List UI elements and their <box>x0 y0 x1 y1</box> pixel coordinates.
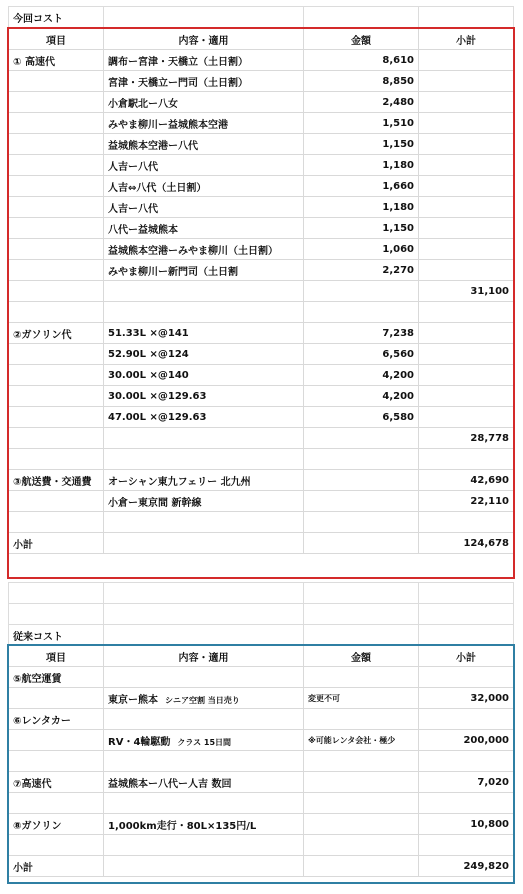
table-row <box>9 709 514 730</box>
ferry-label: ③航送費・交通費 <box>9 470 104 491</box>
content-cell: 人吉ー八代 <box>104 197 304 218</box>
current-total: 124,678 <box>419 533 514 554</box>
table-row <box>9 491 514 512</box>
amount-cell: 7,238 <box>304 323 419 344</box>
table-row <box>9 260 514 281</box>
content-cell: 人吉ー八代 <box>104 155 304 176</box>
content-cell <box>104 730 304 751</box>
air-label: ⑤航空運賃 <box>9 667 104 688</box>
col-header-item: 項目 <box>9 646 104 667</box>
content-cell: 益城熊本空港ー八代 <box>104 134 304 155</box>
table-row <box>9 176 514 197</box>
highway-label: ① 高速代 <box>9 50 104 71</box>
gas-label: ②ガソリン代 <box>9 323 104 344</box>
current-title-row <box>9 7 514 28</box>
table-row <box>9 772 514 793</box>
content-cell: みやま柳川ー新門司（土日割 <box>104 260 304 281</box>
ferry-subtotal: 42,690 <box>419 470 514 491</box>
amount-cell: 4,200 <box>304 386 419 407</box>
col-header-amount: 金額 <box>304 29 419 50</box>
content-cell: 52.90L ×@124 <box>104 344 304 365</box>
content-cell: 小倉ー東京間 新幹線 <box>104 491 304 512</box>
previous-total: 249,820 <box>419 856 514 877</box>
content-cell: 小倉駅北ー八女 <box>104 92 304 113</box>
table-row <box>9 134 514 155</box>
col-header-subtotal: 小計 <box>419 29 514 50</box>
table-row <box>9 50 514 71</box>
table-row <box>9 835 514 856</box>
content-cell <box>104 688 304 709</box>
previous-total-row <box>9 856 514 877</box>
prev-highway-subtotal: 7,020 <box>419 772 514 793</box>
content-cell: 調布ー宮津・天橋立（土日割） <box>104 50 304 71</box>
current-cost-table <box>8 28 514 554</box>
prev-gas-label: ⑧ガソリン <box>9 814 104 835</box>
table-row <box>9 365 514 386</box>
amount-cell: 2,480 <box>304 92 419 113</box>
table-row <box>9 449 514 470</box>
content-cell: 人吉⇔八代（土日割） <box>104 176 304 197</box>
table-row <box>9 751 514 772</box>
amount-cell: 6,580 <box>304 407 419 428</box>
previous-cost-title: 従来コスト <box>9 625 104 646</box>
air-amount-note: 変更不可 <box>304 688 419 709</box>
table-row <box>9 667 514 688</box>
rental-sub: クラス 15日間 <box>177 737 232 747</box>
col-header-item: 項目 <box>9 29 104 50</box>
table-row <box>9 688 514 709</box>
content-cell: オーシャン東九フェリー 北九州 <box>104 470 304 491</box>
amount-cell: 2,270 <box>304 260 419 281</box>
rental-amount-note: ※可能レンタ会社・極少 <box>304 730 419 751</box>
content-cell: みやま柳川ー益城熊本空港 <box>104 113 304 134</box>
content-cell: 1,000km走行・80L×135円/L <box>104 814 304 835</box>
air-subtotal: 32,000 <box>419 688 514 709</box>
content-cell: 八代ー益城熊本 <box>104 218 304 239</box>
previous-title-row <box>9 625 514 646</box>
content-cell: 益城熊本ー八代ー人吉 数回 <box>104 772 304 793</box>
table-row <box>9 407 514 428</box>
col-header-amount: 金額 <box>304 646 419 667</box>
amount-cell: 1,180 <box>304 155 419 176</box>
content-cell: 47.00L ×@129.63 <box>104 407 304 428</box>
shinkansen-subtotal: 22,110 <box>419 491 514 512</box>
table-row <box>9 155 514 176</box>
table-row <box>9 71 514 92</box>
amount-cell: 4,200 <box>304 365 419 386</box>
amount-cell: 8,850 <box>304 71 419 92</box>
table-row <box>9 428 514 449</box>
col-header-content: 内容・適用 <box>104 646 304 667</box>
current-cost-title: 今回コスト <box>9 7 104 28</box>
content-cell: 30.00L ×@140 <box>104 365 304 386</box>
col-header-subtotal: 小計 <box>419 646 514 667</box>
content-cell: 益城熊本空港ーみやま柳川（土日割） <box>104 239 304 260</box>
rental-main: RV・4輪駆動 <box>108 736 171 748</box>
rental-label: ⑥レンタカー <box>9 709 104 730</box>
amount-cell: 6,560 <box>304 344 419 365</box>
current-header-row <box>9 29 514 50</box>
table-row <box>9 302 514 323</box>
current-title-table <box>8 6 514 28</box>
col-header-content: 内容・適用 <box>104 29 304 50</box>
table-row <box>9 92 514 113</box>
previous-cost-table <box>8 645 514 877</box>
amount-cell: 1,150 <box>304 134 419 155</box>
table-row <box>9 793 514 814</box>
amount-cell: 1,180 <box>304 197 419 218</box>
current-total-label: 小計 <box>9 533 104 554</box>
prev-gas-subtotal: 10,800 <box>419 814 514 835</box>
highway-subtotal: 31,100 <box>419 281 514 302</box>
table-row <box>9 470 514 491</box>
content-cell: 宮津・天橋立ー門司（土日割） <box>104 71 304 92</box>
prev-highway-label: ⑦高速代 <box>9 772 104 793</box>
amount-cell: 8,610 <box>304 50 419 71</box>
table-row <box>9 730 514 751</box>
content-cell: 30.00L ×@129.63 <box>104 386 304 407</box>
table-row <box>9 323 514 344</box>
table-row <box>9 197 514 218</box>
gas-subtotal: 28,778 <box>419 428 514 449</box>
current-total-row <box>9 533 514 554</box>
amount-cell: 1,150 <box>304 218 419 239</box>
air-sub: シニア空割 当日売り <box>164 695 240 705</box>
air-main: 東京ー熊本 <box>108 694 158 706</box>
table-row <box>9 512 514 533</box>
table-row <box>9 386 514 407</box>
amount-cell: 1,060 <box>304 239 419 260</box>
previous-header-row <box>9 646 514 667</box>
amount-cell: 1,510 <box>304 113 419 134</box>
table-row <box>9 239 514 260</box>
previous-total-label: 小計 <box>9 856 104 877</box>
spacer-table <box>8 582 514 646</box>
table-row <box>9 814 514 835</box>
amount-cell: 1,660 <box>304 176 419 197</box>
table-row <box>9 344 514 365</box>
table-row <box>9 218 514 239</box>
table-row <box>9 113 514 134</box>
content-cell: 51.33L ×@141 <box>104 323 304 344</box>
table-row <box>9 281 514 302</box>
rental-subtotal: 200,000 <box>419 730 514 751</box>
